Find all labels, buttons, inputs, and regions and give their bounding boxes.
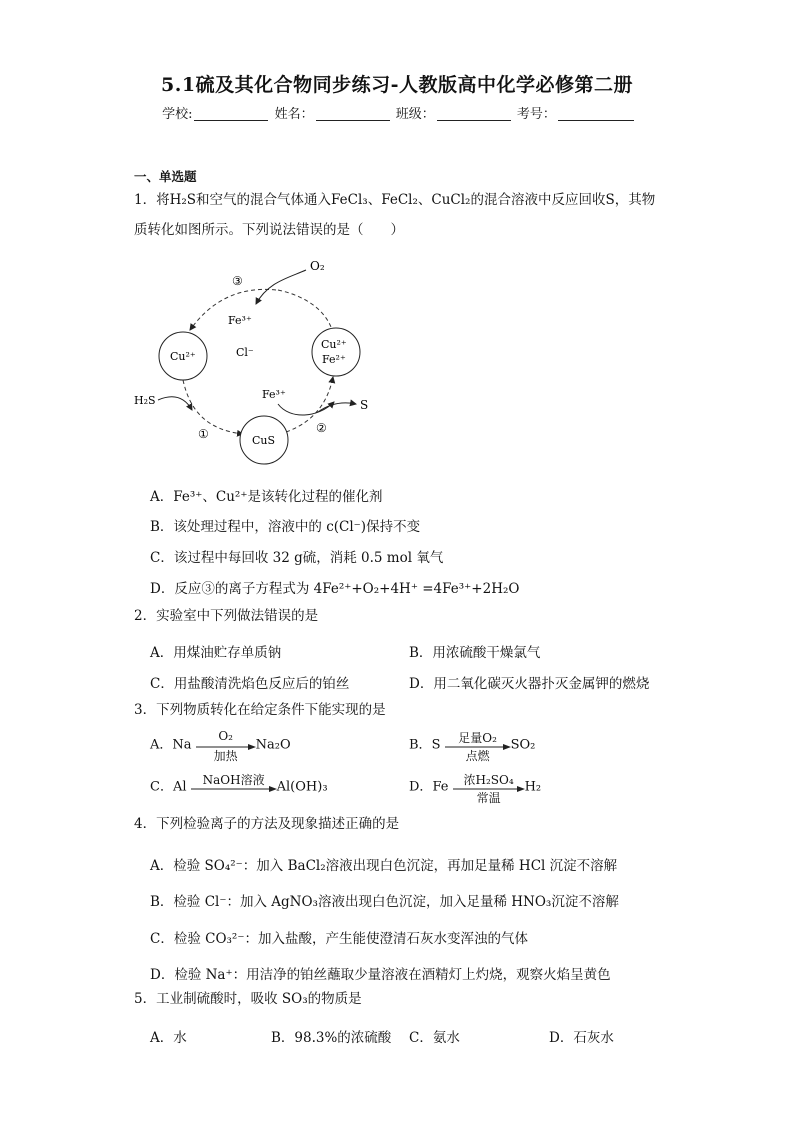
school-label: 学校: bbox=[162, 107, 193, 122]
class-blank[interactable] bbox=[437, 106, 511, 121]
q2-stem: 2．实验室中下列做法错误的是 bbox=[134, 608, 319, 624]
q4-stem: 4．下列检验离子的方法及现象描述正确的是 bbox=[134, 816, 400, 832]
q4-option-a[interactable]: A．检验 SO₄²⁻：加入 BaCl₂溶液出现白色沉淀，再加足量稀 HCl 沉淀不溶解 bbox=[150, 858, 618, 874]
q1-cycle-diagram bbox=[128, 252, 388, 472]
q5-option-a[interactable]: A．水 bbox=[150, 1030, 187, 1046]
q3-a-left: Na bbox=[172, 737, 192, 753]
q3-c-above: NaOH溶液 bbox=[202, 773, 265, 787]
q1-option-d[interactable]: D．反应③的离子方程式为 4Fe²⁺+O₂+4H⁺ =4Fe³⁺+2H₂O bbox=[150, 581, 520, 597]
q3-b-below: 点燃 bbox=[465, 749, 490, 763]
q3-a-letter: A． bbox=[150, 737, 173, 753]
q3-c-left: Al bbox=[172, 779, 187, 795]
name-label: 姓名： bbox=[274, 107, 314, 122]
q3-option-c[interactable] bbox=[150, 772, 328, 802]
q3-d-right: H₂ bbox=[524, 779, 542, 795]
q5-stem: 5．工业制硫酸时，吸收 SO₃的物质是 bbox=[134, 991, 362, 1007]
step2-label: ② bbox=[316, 421, 327, 435]
q3-c-letter: C． bbox=[150, 779, 173, 795]
q3-b-left: S bbox=[431, 737, 441, 753]
q3-d-above: 浓H₂SO₄ bbox=[463, 773, 514, 787]
class-label: 班级： bbox=[395, 107, 435, 122]
q3-b-letter: B． bbox=[409, 737, 432, 753]
q3-c-arrow bbox=[191, 772, 277, 802]
q3-b-above: 足量O₂ bbox=[458, 731, 497, 745]
fe3-arrow bbox=[278, 402, 334, 415]
cu-fe-circle bbox=[312, 328, 360, 376]
cl-label: Cl⁻ bbox=[236, 346, 254, 359]
q1-option-c[interactable]: C．该过程中每回收 32 g硫，消耗 0.5 mol 氧气 bbox=[150, 550, 444, 566]
q3-a-arrow bbox=[196, 729, 256, 763]
q3-b-right: SO₂ bbox=[510, 737, 536, 753]
q4-option-d[interactable]: D．检验 Na⁺：用洁净的铂丝蘸取少量溶液在酒精灯上灼烧，观察火焰呈黄色 bbox=[150, 967, 611, 983]
q2-option-d[interactable]: D．用二氧化碳灭火器扑灭金属钾的燃烧 bbox=[409, 676, 650, 692]
q1-stem-line1: 1．将H₂S和空气的混合气体通入FeCl₃、FeCl₂、CuCl₂的混合溶液中反应回收S，其物 bbox=[134, 192, 656, 208]
q3-d-below: 常温 bbox=[476, 791, 501, 805]
q5-option-c[interactable]: C．氨水 bbox=[409, 1030, 460, 1046]
q3-a-below: 加热 bbox=[213, 749, 238, 763]
q2-option-c[interactable]: C．用盐酸清洗焰色反应后的铂丝 bbox=[150, 676, 350, 692]
q3-stem: 3．下列物质转化在给定条件下能实现的是 bbox=[134, 702, 386, 718]
s-label: S bbox=[360, 398, 369, 412]
h2s-arrow bbox=[158, 397, 192, 410]
exam-number-label: 考号： bbox=[516, 107, 556, 122]
q4-option-b[interactable]: B．检验 Cl⁻：加入 AgNO₃溶液出现白色沉淀，加入足量稀 HNO₃沉淀不溶解 bbox=[150, 894, 619, 910]
o2-label: O₂ bbox=[310, 259, 325, 273]
section-heading: 一、单选题 bbox=[134, 169, 197, 184]
school-blank[interactable] bbox=[194, 106, 268, 121]
cu2-left-label: Cu²⁺ bbox=[170, 350, 196, 363]
cus-label: CuS bbox=[252, 434, 276, 447]
q3-b-arrow bbox=[445, 730, 511, 763]
q5-option-b[interactable]: B．98.3%的浓硫酸 bbox=[271, 1030, 392, 1046]
h2s-label: H₂S bbox=[134, 394, 156, 407]
q3-option-b[interactable] bbox=[409, 730, 536, 763]
q3-option-d[interactable] bbox=[409, 772, 542, 805]
q1-option-b[interactable]: B．该处理过程中，溶液中的 c(Cl⁻)保持不变 bbox=[150, 519, 421, 535]
q3-option-a[interactable] bbox=[150, 729, 291, 763]
cu2-right-label: Cu²⁺ bbox=[321, 338, 347, 351]
q4-option-c[interactable]: C．检验 CO₃²⁻：加入盐酸，产生能使澄清石灰水变浑浊的气体 bbox=[150, 931, 528, 947]
cycle-arrow-top-right bbox=[278, 290, 331, 327]
name-blank[interactable] bbox=[316, 106, 390, 121]
q3-c-right: Al(OH)₃ bbox=[276, 779, 328, 795]
step3-label: ③ bbox=[232, 274, 243, 288]
o2-arrow bbox=[256, 270, 306, 304]
fe2-right-label: Fe²⁺ bbox=[322, 353, 346, 366]
q2-option-b[interactable]: B．用浓硫酸干燥氯气 bbox=[409, 645, 541, 661]
q3-d-arrow bbox=[453, 772, 525, 805]
s-arrow bbox=[318, 403, 356, 412]
q3-d-letter: D． bbox=[409, 779, 433, 795]
fe3-top-label: Fe³⁺ bbox=[228, 314, 252, 327]
student-info-line bbox=[0, 103, 794, 122]
q3-a-above: O₂ bbox=[218, 729, 233, 743]
page-title: 5.1硫及其化合物同步练习-人教版高中化学必修第二册 bbox=[161, 74, 633, 96]
q1-option-a[interactable]: A．Fe³⁺、Cu²⁺是该转化过程的催化剂 bbox=[150, 489, 383, 505]
q2-option-a[interactable]: A．用煤油贮存单质钠 bbox=[150, 645, 282, 661]
q3-a-right: Na₂O bbox=[255, 737, 291, 753]
q3-d-left: Fe bbox=[432, 779, 449, 795]
step1-label: ① bbox=[198, 427, 209, 441]
exam-number-blank[interactable] bbox=[558, 106, 634, 121]
cycle-arrow-bottom-left bbox=[183, 380, 243, 434]
q1-stem-line2: 质转化如图所示。下列说法错误的是（ ） bbox=[134, 222, 404, 238]
fe3-mid-label: Fe³⁺ bbox=[262, 388, 286, 401]
q5-option-d[interactable]: D．石灰水 bbox=[549, 1030, 614, 1046]
